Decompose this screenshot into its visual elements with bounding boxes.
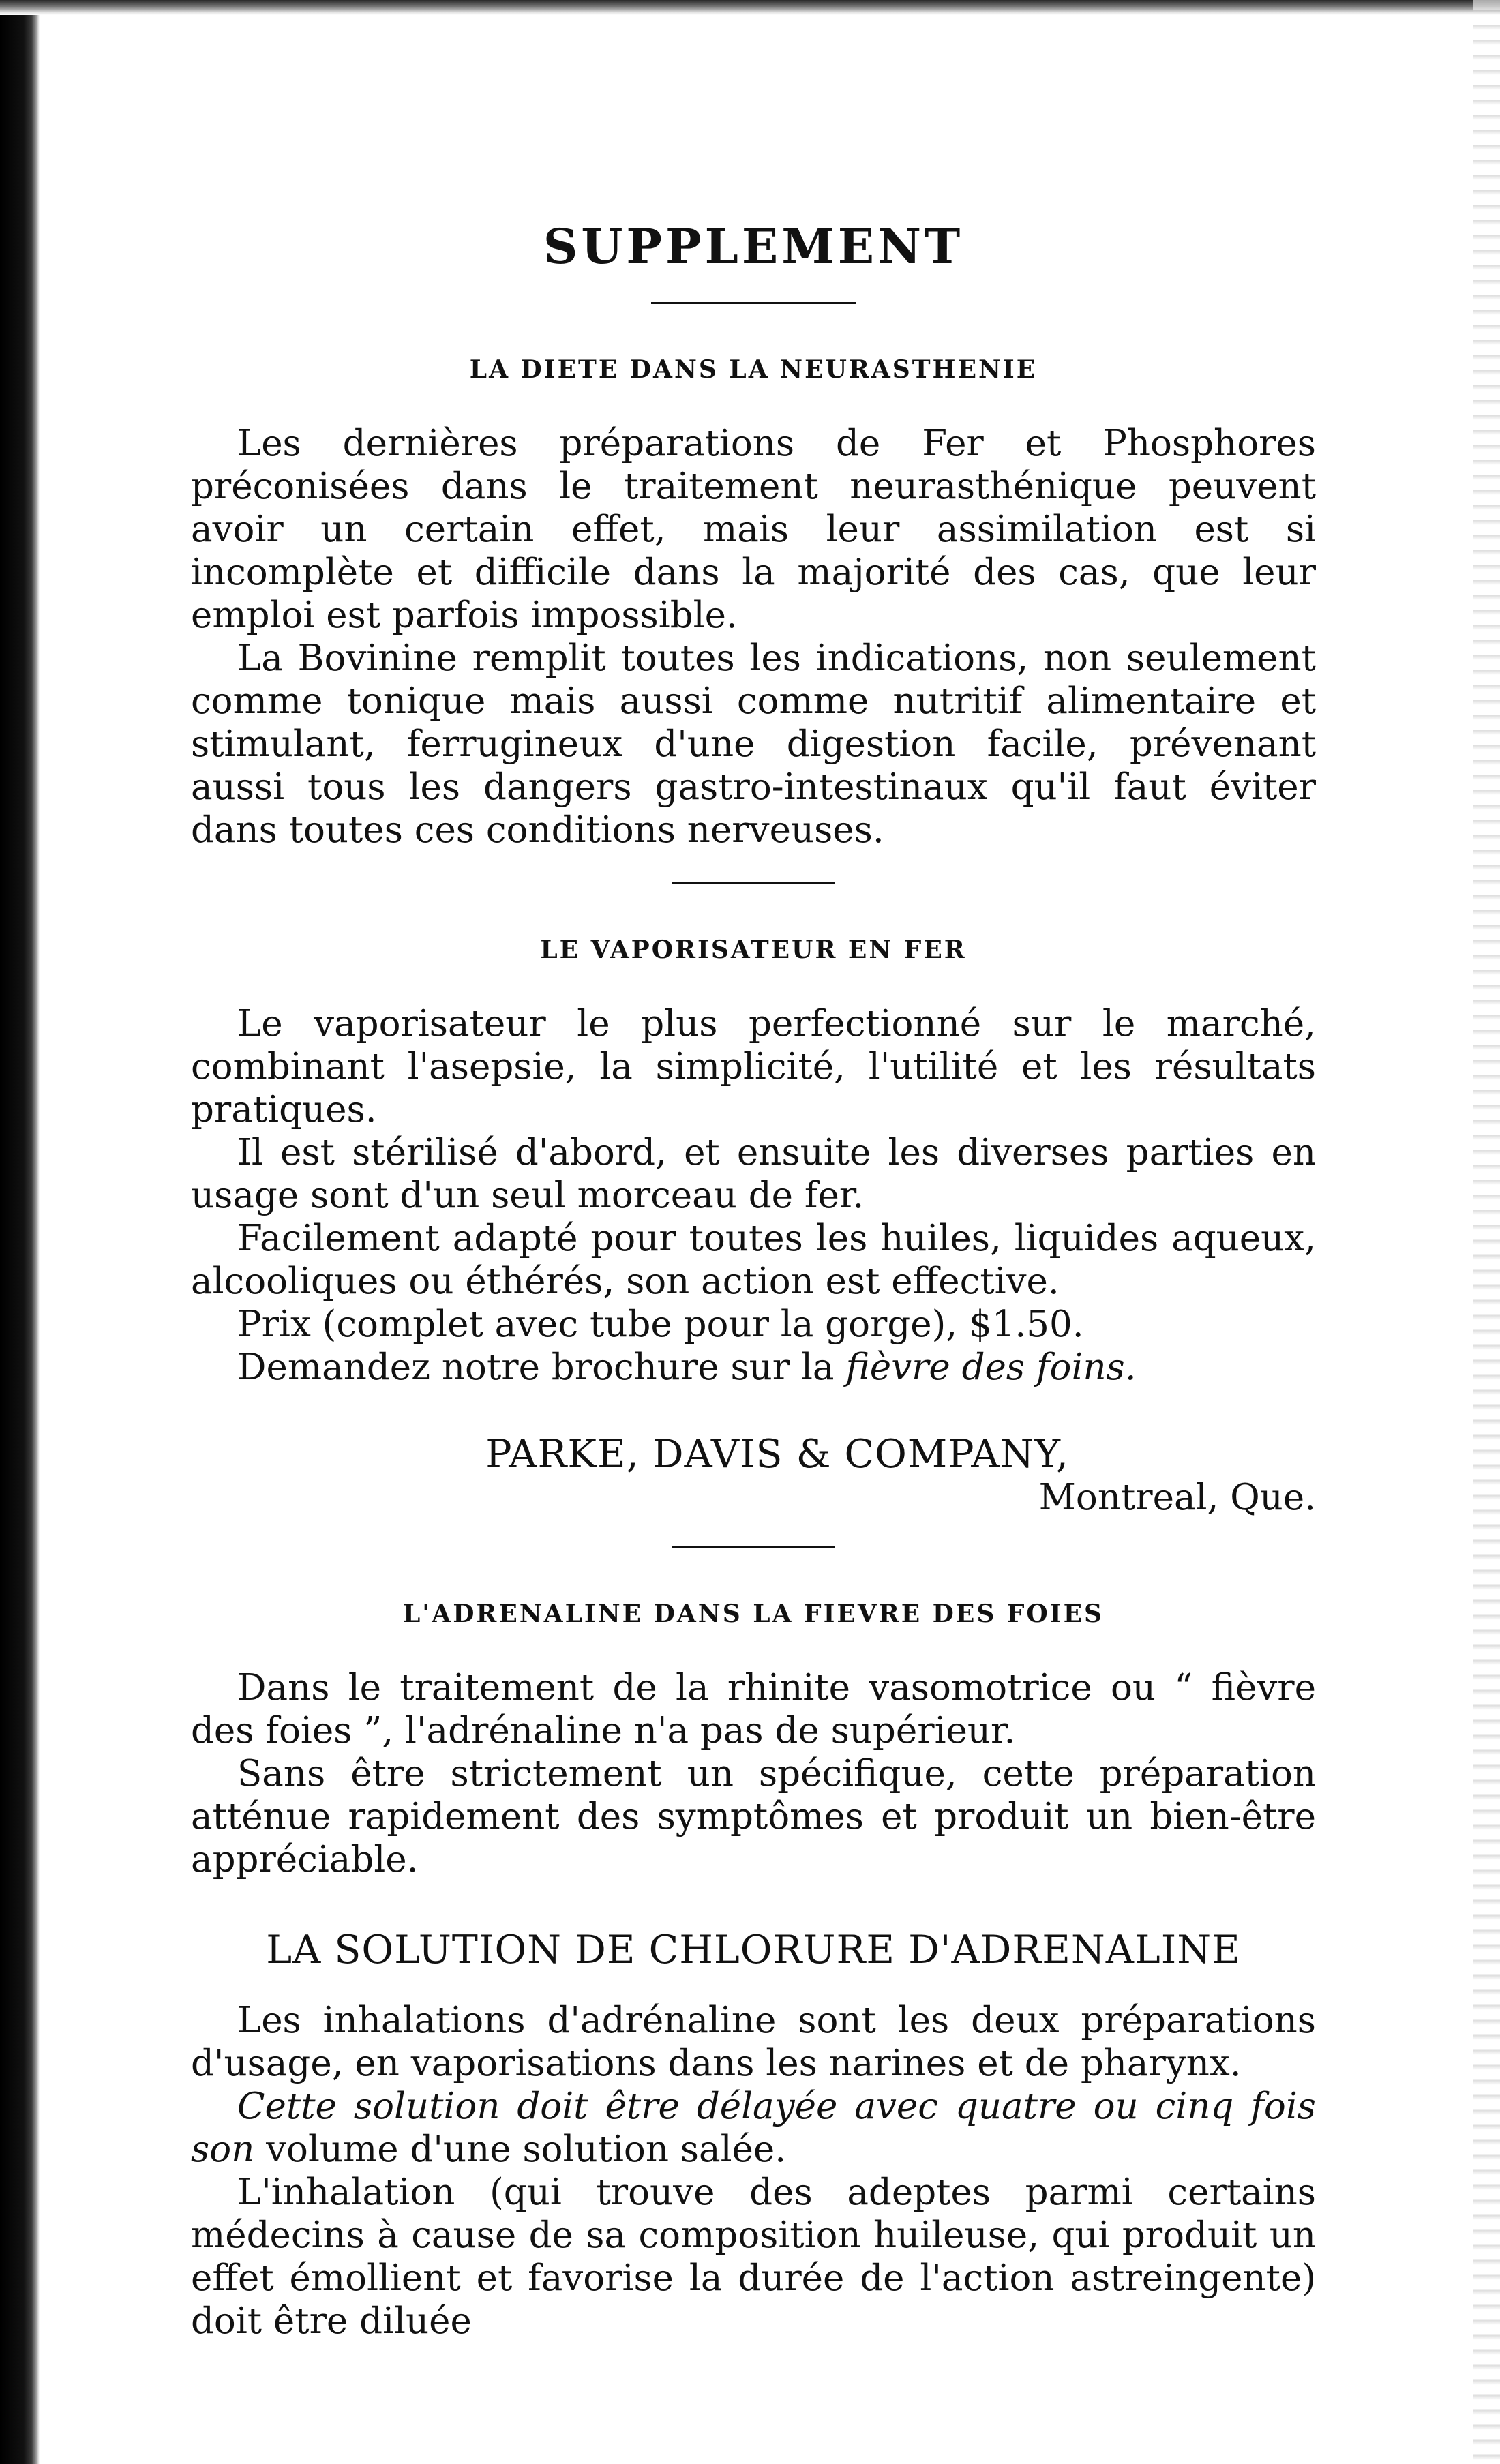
paragraph: Prix (complet avec tube pour la gorge), $1.50. (237, 1304, 1084, 1345)
instruction-rest: volume d'une solution salée. (254, 2129, 787, 2170)
paragraph: Facilement adapté pour toutes les huiles, liquides aqueux, alcooliques ou éthérés, son action est effective. (191, 1218, 1316, 1302)
paragraph: Les inhalations d'adrénaline sont les deux préparations d'usage, en vaporisations dans les narines et de pharynx. (191, 2000, 1316, 2084)
scan-top-edge (0, 0, 1500, 15)
scan-binding-edge (0, 0, 40, 2464)
title-rule (651, 302, 856, 304)
brochure-line (191, 1346, 1316, 1389)
document-page (191, 205, 1316, 2343)
paragraph: Le vaporisateur le plus perfectionné sur le marché, combinant l'asepsie, la simplicité, l'utilité et les résultats pratiques. (191, 1003, 1316, 1130)
brochure-title: fièvre des foins. (845, 1347, 1137, 1388)
section-heading-adrenaline: L'ADRENALINE DANS LA FIEVRE DES FOIES (402, 1599, 1105, 1628)
page-title: SUPPLEMENT (543, 218, 964, 275)
section-heading-chlorure: LA SOLUTION DE CHLORURE D'ADRENALINE (266, 1927, 1241, 1972)
company-city: Montreal, Que. (1038, 1477, 1316, 1518)
paragraph: L'inhalation (qui trouve des adeptes parmi certains médecins à cause de sa composition huileuse, qui produit un effet émollient et favorise la durée de l'action astreingente) doit être diluée (191, 2172, 1316, 2342)
section-divider (672, 882, 835, 884)
paragraph: La Bovinine remplit toutes les indications, non seulement comme tonique mais aussi comme nutritif alimentaire et stimulant, ferrugineux d'une digestion facile, prévenant aussi tous les dangers gastro-intestinaux qu'il faut éviter dans toutes ces conditions nerveuses. (191, 637, 1316, 851)
section-divider (672, 1546, 835, 1548)
paragraph: Les dernières préparations de Fer et Phosphores préconisées dans le traitement neurasthénique peuvent avoir un certain effet, mais leur assimilation est si incomplète et difficile dans la majorité des cas, que leur emploi est parfois impossible. (191, 423, 1316, 636)
scan-right-edge (1473, 0, 1500, 2464)
paragraph-italic-mix (191, 2085, 1316, 2171)
paragraph: Dans le traitement de la rhinite vasomotrice ou “ fièvre des foies ”, l'adrénaline n'a pas de supérieur. (191, 1667, 1316, 1752)
section-heading-vaporisateur: LE VAPORISATEUR EN FER (540, 935, 967, 964)
company-name: PARKE, DAVIS & COMPANY, (485, 1432, 1069, 1477)
italic-instruction: Cette solution doit être délayée avec quatre ou cinq fois son (191, 2086, 1316, 2170)
brochure-prefix: Demandez notre brochure sur la (237, 1347, 846, 1388)
paragraph: Sans être strictement un spécifique, cette préparation atténue rapidement des symptômes et produit un bien-être appréciable. (191, 1753, 1316, 1880)
section-heading-neurasthenie: LA DIETE DANS LA NEURASTHENIE (469, 355, 1038, 384)
paragraph: Il est stérilisé d'abord, et ensuite les diverses parties en usage sont d'un seul morceau de fer. (191, 1132, 1316, 1216)
